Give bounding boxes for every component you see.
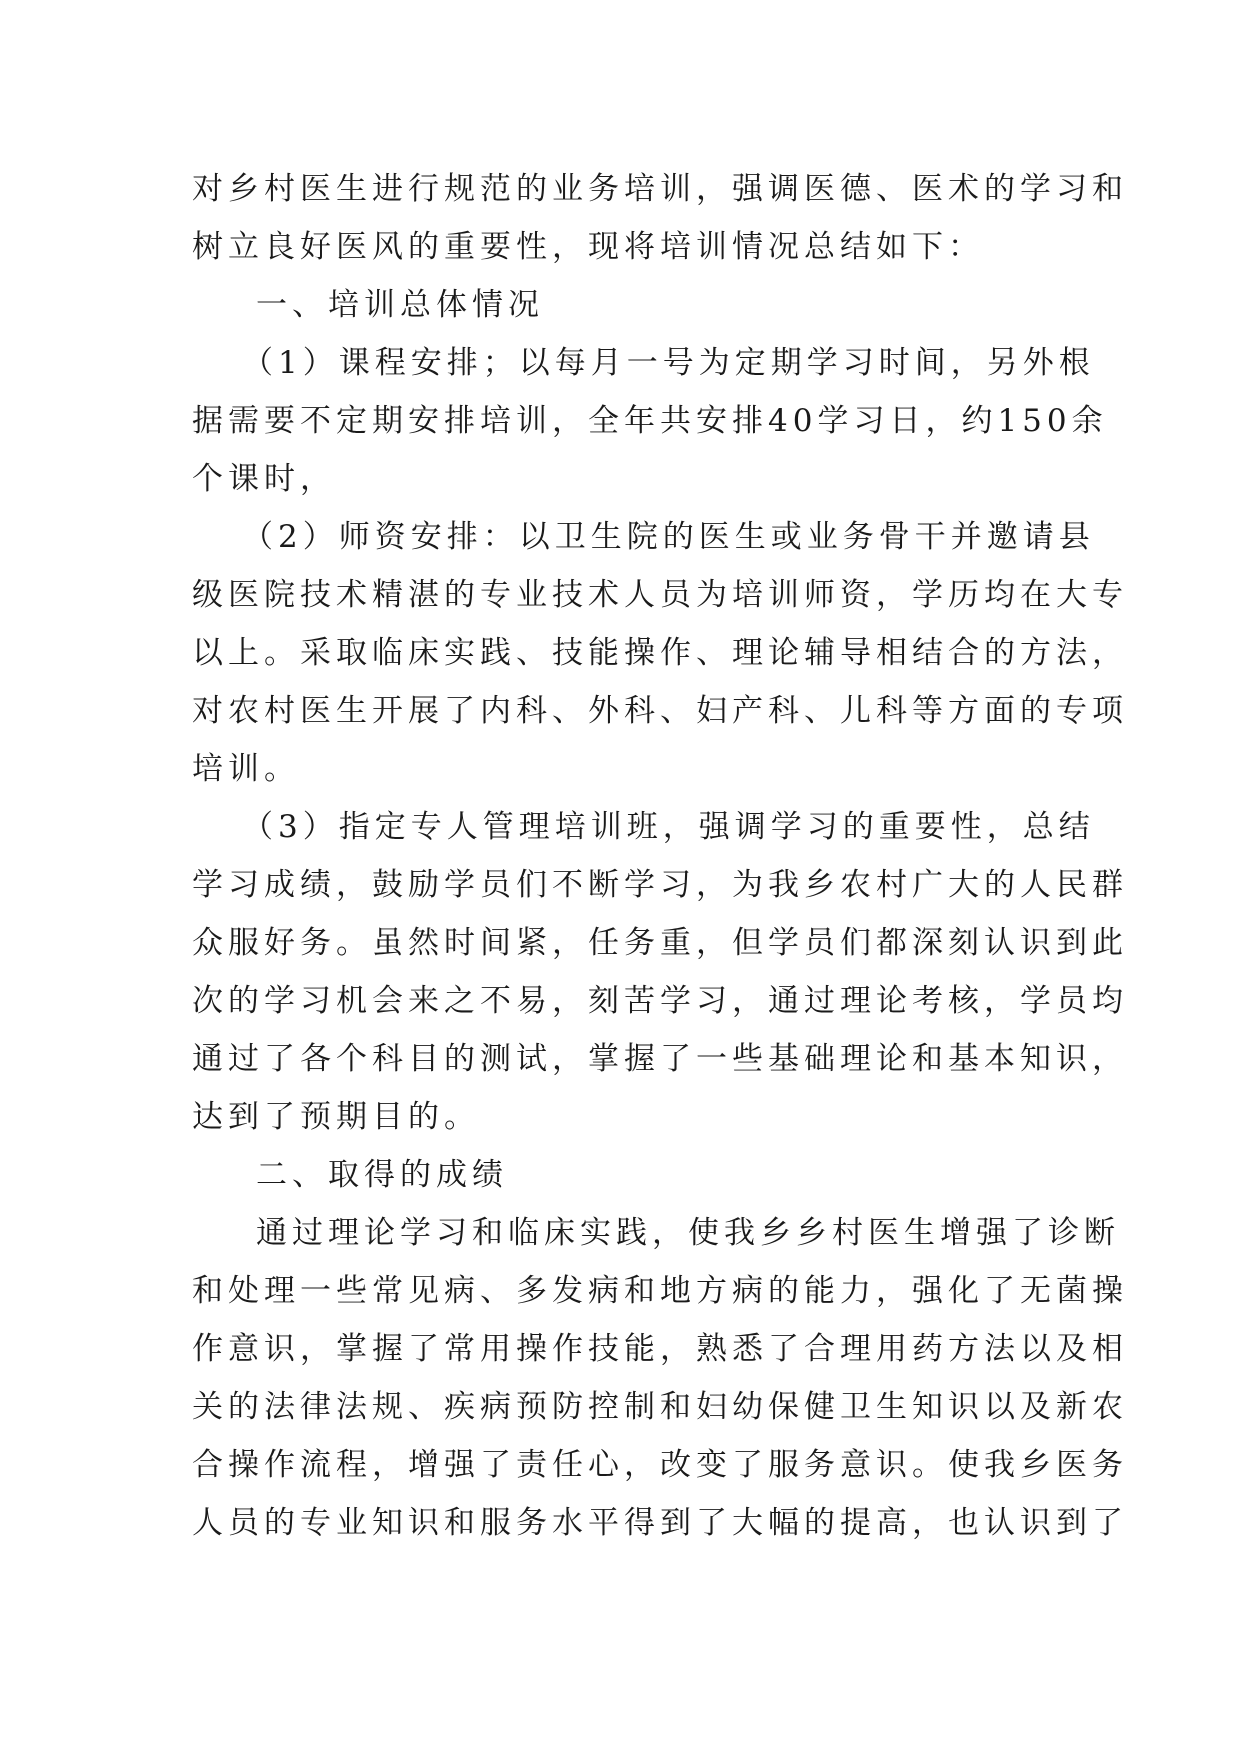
text-line: 对农村医生开展了内科、外科、妇产科、儿科等方面的专项	[192, 693, 1128, 729]
text-line: 级医院技术精湛的专业技术人员为培训师资，学历均在大专	[192, 577, 1128, 613]
text-line: 通过理论学习和临床实践，使我乡乡村医生增强了诊断	[256, 1215, 1120, 1251]
text-line: （2）师资安排：以卫生院的医生或业务骨干并邀请县	[242, 519, 1095, 555]
text-line: 树立良好医风的重要性，现将培训情况总结如下：	[192, 229, 984, 265]
section-heading: 二、取得的成绩	[256, 1157, 508, 1193]
text-line: 和处理一些常见病、多发病和地方病的能力，强化了无菌操	[192, 1273, 1128, 1309]
section-heading: 一、培训总体情况	[256, 287, 544, 323]
text-line: 学习成绩，鼓励学员们不断学习，为我乡农村广大的人民群	[192, 867, 1128, 903]
body-text	[192, 160, 1128, 1552]
text-line: 据需要不定期安排培训，全年共安排40学习日，约150余	[192, 403, 1108, 439]
text-line: 个课时，	[192, 461, 336, 497]
text-line: 达到了预期目的。	[192, 1099, 480, 1135]
text-line: 对乡村医生进行规范的业务培训，强调医德、医术的学习和	[192, 171, 1128, 207]
text-line: 以上。采取临床实践、技能操作、理论辅导相结合的方法，	[192, 635, 1128, 671]
text-line: 关的法律法规、疾病预防控制和妇幼保健卫生知识以及新农	[192, 1389, 1128, 1425]
text-line: （1）课程安排；以每月一号为定期学习时间，另外根	[242, 345, 1095, 381]
text-line: 众服好务。虽然时间紧，任务重，但学员们都深刻认识到此	[192, 925, 1128, 961]
text-line: 合操作流程，增强了责任心，改变了服务意识。使我乡医务	[192, 1447, 1128, 1483]
text-line: 通过了各个科目的测试，掌握了一些基础理论和基本知识，	[192, 1041, 1128, 1077]
text-line: 培训。	[192, 751, 300, 787]
text-line: 人员的专业知识和服务水平得到了大幅的提高，也认识到了	[192, 1505, 1128, 1541]
text-line: 作意识，掌握了常用操作技能，熟悉了合理用药方法以及相	[192, 1331, 1128, 1367]
text-line: 次的学习机会来之不易，刻苦学习，通过理论考核，学员均	[192, 983, 1128, 1019]
text-line: （3）指定专人管理培训班，强调学习的重要性，总结	[242, 809, 1095, 845]
